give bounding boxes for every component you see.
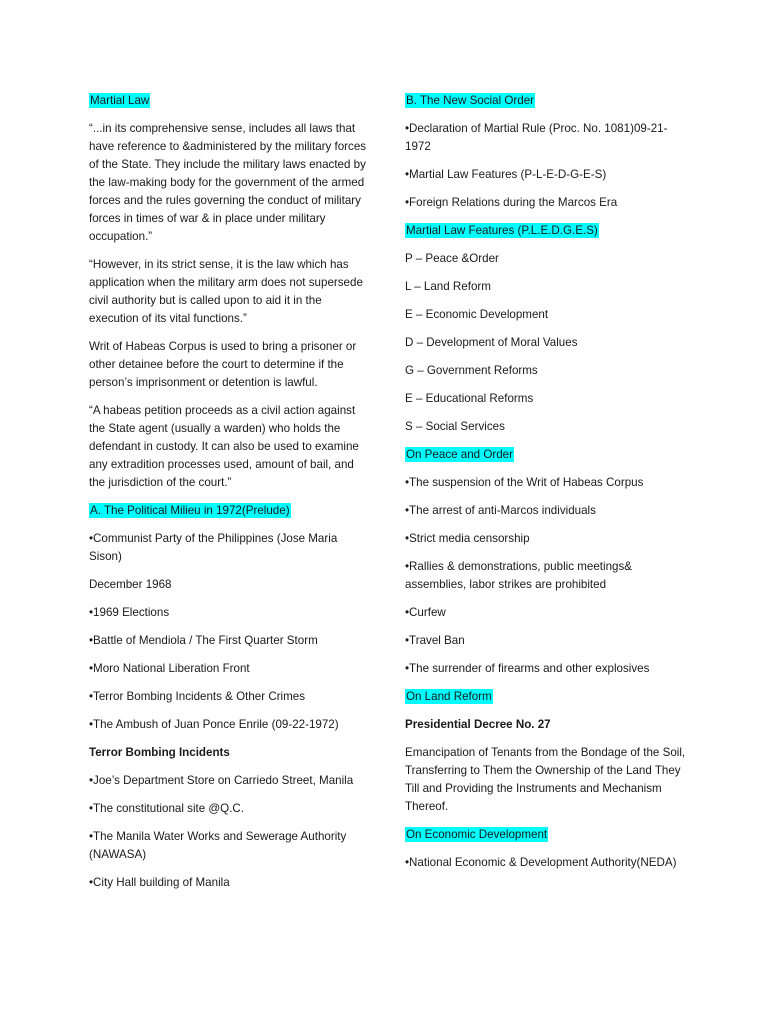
heading-economic-development: On Economic Development [406,828,548,841]
heading-land-reform: On Land Reform [406,690,492,703]
list-item: •National Economic & Development Authority(NEDA) [405,856,677,869]
presidential-decree-title: Presidential Decree No. 27 [405,718,551,731]
list-item: E – Economic Development [405,308,549,321]
list-item: December 1968 [89,578,172,591]
list-item: •Declaration of Martial Rule (Proc. No. 1081)09-21-1972 [405,122,668,153]
heading-martial-law-features: Martial Law Features (P.L.E.D.G.E.S) [406,224,598,237]
list-item: •The suspension of the Writ of Habeas Corpus [405,476,644,489]
list-item: •The arrest of anti-Marcos individuals [405,504,596,517]
social-order-list [405,120,687,212]
heading-new-social-order: B. The New Social Order [406,94,535,107]
milieu-list [89,530,371,734]
list-item: •Joe’s Department Store on Carriedo Street, Manila [89,774,354,787]
habeas-definition: Writ of Habeas Corpus is used to bring a prisoner or other detainee before the court to determine if the person’s imprisonment or detention is lawful. [89,340,357,389]
list-item: •City Hall building of Manila [89,876,230,889]
list-item: •Foreign Relations during the Marcos Era [405,196,618,209]
list-item: •Travel Ban [405,634,465,647]
list-item: •Moro National Liberation Front [89,662,250,675]
list-item: L – Land Reform [405,280,491,293]
habeas-quote: “A habeas petition proceeds as a civil action against the State agent (usually a warden) who holds the defendant in custody. It can also be used to examine any extradition processes used, amount of bail, and the jurisdiction of the court.” [89,404,359,489]
list-item: G – Government Reforms [405,364,538,377]
quote-comprehensive: “...in its comprehensive sense, includes all laws that have reference to &administered by the military forces of the State. They include the military laws enacted by the law-making body for the government of the armed forces and the rules governing the conduct of military forces in times of war & in place under military occupation.” [89,122,367,243]
list-item: •Terror Bombing Incidents & Other Crimes [89,690,306,703]
features-list [405,250,687,436]
list-item: •Martial Law Features (P-L-E-D-G-E-S) [405,168,607,181]
list-item: •The constitutional site @Q.C. [89,802,245,815]
quote-strict: “However, in its strict sense, it is the law which has application when the military arm does not supersede civil authority but is called upon to aid it in the execution of its vital functions.” [89,258,363,325]
terror-list [89,772,371,892]
heading-martial-law: Martial Law [90,94,150,107]
list-item: •The Ambush of Juan Ponce Enrile (09-22-1972) [89,718,339,731]
right-column [405,92,687,882]
peace-list [405,474,687,678]
list-item: •Strict media censorship [405,532,530,545]
list-item: E – Educational Reforms [405,392,534,405]
heading-terror-bombing: Terror Bombing Incidents [89,746,230,759]
list-item: •The surrender of firearms and other explosives [405,662,650,675]
list-item: •1969 Elections [89,606,170,619]
list-item: •Communist Party of the Philippines (Jose Maria Sison) [89,532,338,563]
list-item: •The Manila Water Works and Sewerage Authority (NAWASA) [89,830,347,861]
list-item: D – Development of Moral Values [405,336,578,349]
economic-list [405,854,687,872]
heading-political-milieu: A. The Political Milieu in 1972(Prelude) [90,504,290,517]
list-item: P – Peace &Order [405,252,499,265]
left-column [89,92,371,902]
list-item: •Rallies & demonstrations, public meetings& assemblies, labor strikes are prohibited [405,560,633,591]
list-item: •Curfew [405,606,446,619]
presidential-decree-text: Emancipation of Tenants from the Bondage of the Soil, Transferring to Them the Ownership of the Land They Till and Providing the Instruments and Mechanism Thereof. [405,746,686,813]
list-item: •Battle of Mendiola / The First Quarter Storm [89,634,318,647]
list-item: S – Social Services [405,420,505,433]
heading-peace-order: On Peace and Order [406,448,513,461]
